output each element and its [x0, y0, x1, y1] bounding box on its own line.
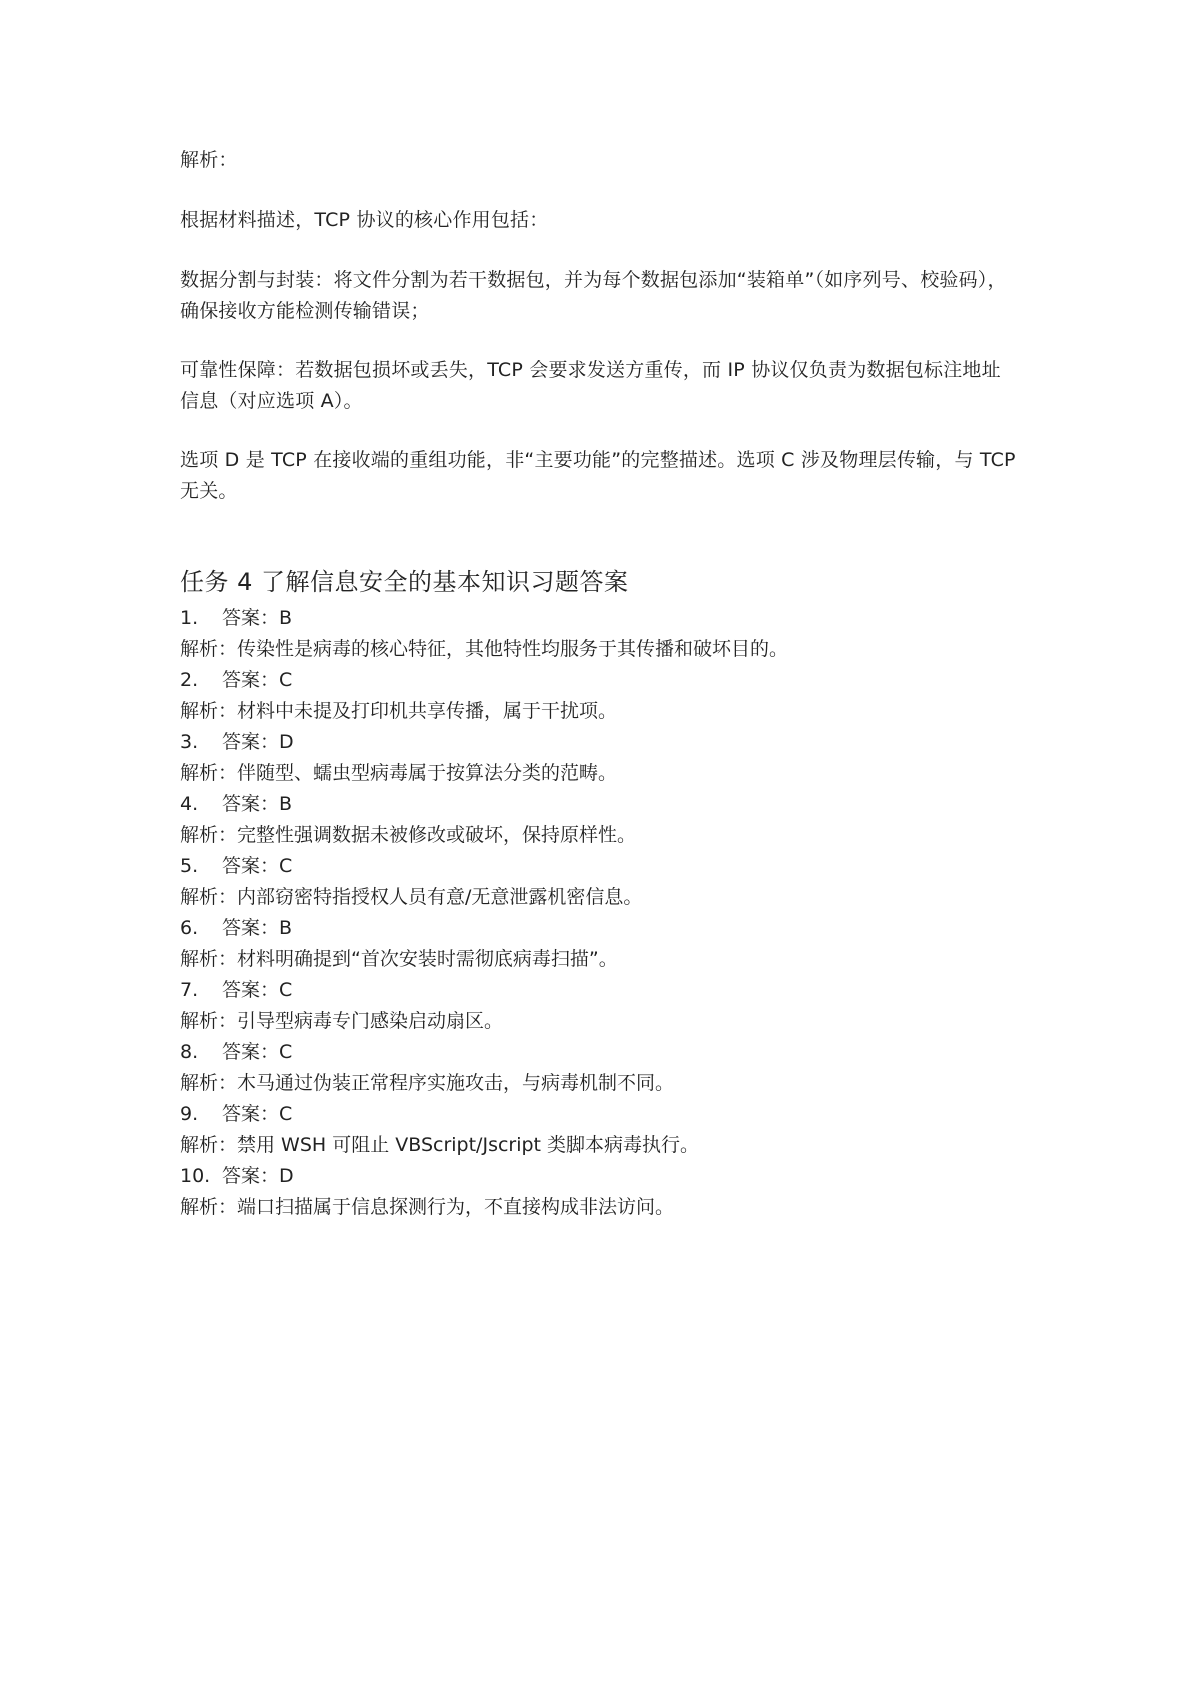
- answer-line: [180, 789, 1016, 820]
- explanation-text: 解析：完整性强调数据未被修改或破坏，保持原样性。: [180, 824, 637, 846]
- answer-line: [180, 603, 1016, 634]
- answer-item: [180, 727, 1016, 789]
- analysis-label: 解析：: [180, 149, 238, 171]
- answer-item: [180, 1099, 1016, 1161]
- question-number: 5.: [180, 855, 199, 877]
- answer-item: [180, 1037, 1016, 1099]
- section-title: 任务 4 了解信息安全的基本知识习题答案: [180, 568, 629, 596]
- answer-text: 答案：B: [222, 917, 293, 939]
- document-page: [180, 0, 1016, 1684]
- answer-item: [180, 603, 1016, 665]
- analysis-intro: 根据材料描述，TCP 协议的核心作用包括：: [180, 209, 549, 231]
- explanation-text: 解析：端口扫描属于信息探测行为，不直接构成非法访问。: [180, 1196, 675, 1218]
- answer-item: [180, 851, 1016, 913]
- answer-text: 答案：C: [222, 979, 293, 1001]
- explanation-text: 解析：传染性是病毒的核心特征，其他特性均服务于其传播和破坏目的。: [180, 638, 789, 660]
- answer-text: 答案：C: [222, 1103, 293, 1125]
- answer-item: [180, 975, 1016, 1037]
- explanation-text: 解析：木马通过伪装正常程序实施攻击，与病毒机制不同。: [180, 1072, 675, 1094]
- answer-line: [180, 727, 1016, 758]
- explanation-text: 解析：伴随型、蠕虫型病毒属于按算法分类的范畴。: [180, 762, 618, 784]
- answer-item: [180, 665, 1016, 727]
- answer-item: [180, 913, 1016, 975]
- question-number: 9.: [180, 1103, 199, 1125]
- analysis-point-options: 选项 D 是 TCP 在接收端的重组功能，非“主要功能”的完整描述。选项 C 涉及物理层传输，与 TCP 无关。: [180, 449, 1016, 502]
- answer-line: [180, 1161, 1016, 1192]
- explanation-text: 解析：材料中未提及打印机共享传播，属于干扰项。: [180, 700, 618, 722]
- answer-text: 答案：D: [222, 1165, 294, 1187]
- answer-line: [180, 913, 1016, 944]
- analysis-point-reliability: 可靠性保障：若数据包损坏或丢失，TCP 会要求发送方重传，而 IP 协议仅负责为数据包标注地址信息（对应选项 A）。: [180, 359, 1001, 412]
- question-number: 10.: [180, 1165, 211, 1187]
- answer-text: 答案：B: [222, 793, 293, 815]
- answer-line: [180, 1099, 1016, 1130]
- question-number: 4.: [180, 793, 199, 815]
- question-number: 6.: [180, 917, 199, 939]
- answer-line: [180, 665, 1016, 696]
- answer-list: [180, 603, 1016, 1223]
- answer-line: [180, 851, 1016, 882]
- answer-text: 答案：C: [222, 1041, 293, 1063]
- answer-text: 答案：C: [222, 669, 293, 691]
- explanation-text: 解析：内部窃密特指授权人员有意/无意泄露机密信息。: [180, 886, 643, 908]
- answer-text: 答案：D: [222, 731, 294, 753]
- answer-line: [180, 1037, 1016, 1068]
- answer-line: [180, 975, 1016, 1006]
- question-number: 3.: [180, 731, 199, 753]
- question-number: 1.: [180, 607, 199, 629]
- question-number: 7.: [180, 979, 199, 1001]
- explanation-text: 解析：材料明确提到“首次安装时需彻底病毒扫描”。: [180, 948, 618, 970]
- explanation-text: 解析：引导型病毒专门感染启动扇区。: [180, 1010, 504, 1032]
- analysis-point-segmentation: 数据分割与封装：将文件分割为若干数据包，并为每个数据包添加“装箱单”（如序列号、校验码），确保接收方能检测传输错误；: [180, 269, 1007, 322]
- answer-item: [180, 1161, 1016, 1223]
- explanation-text: 解析：禁用 WSH 可阻止 VBScript/Jscript 类脚本病毒执行。: [180, 1134, 700, 1156]
- answer-item: [180, 789, 1016, 851]
- question-number: 2.: [180, 669, 199, 691]
- answer-text: 答案：B: [222, 607, 293, 629]
- answer-text: 答案：C: [222, 855, 293, 877]
- question-number: 8.: [180, 1041, 199, 1063]
